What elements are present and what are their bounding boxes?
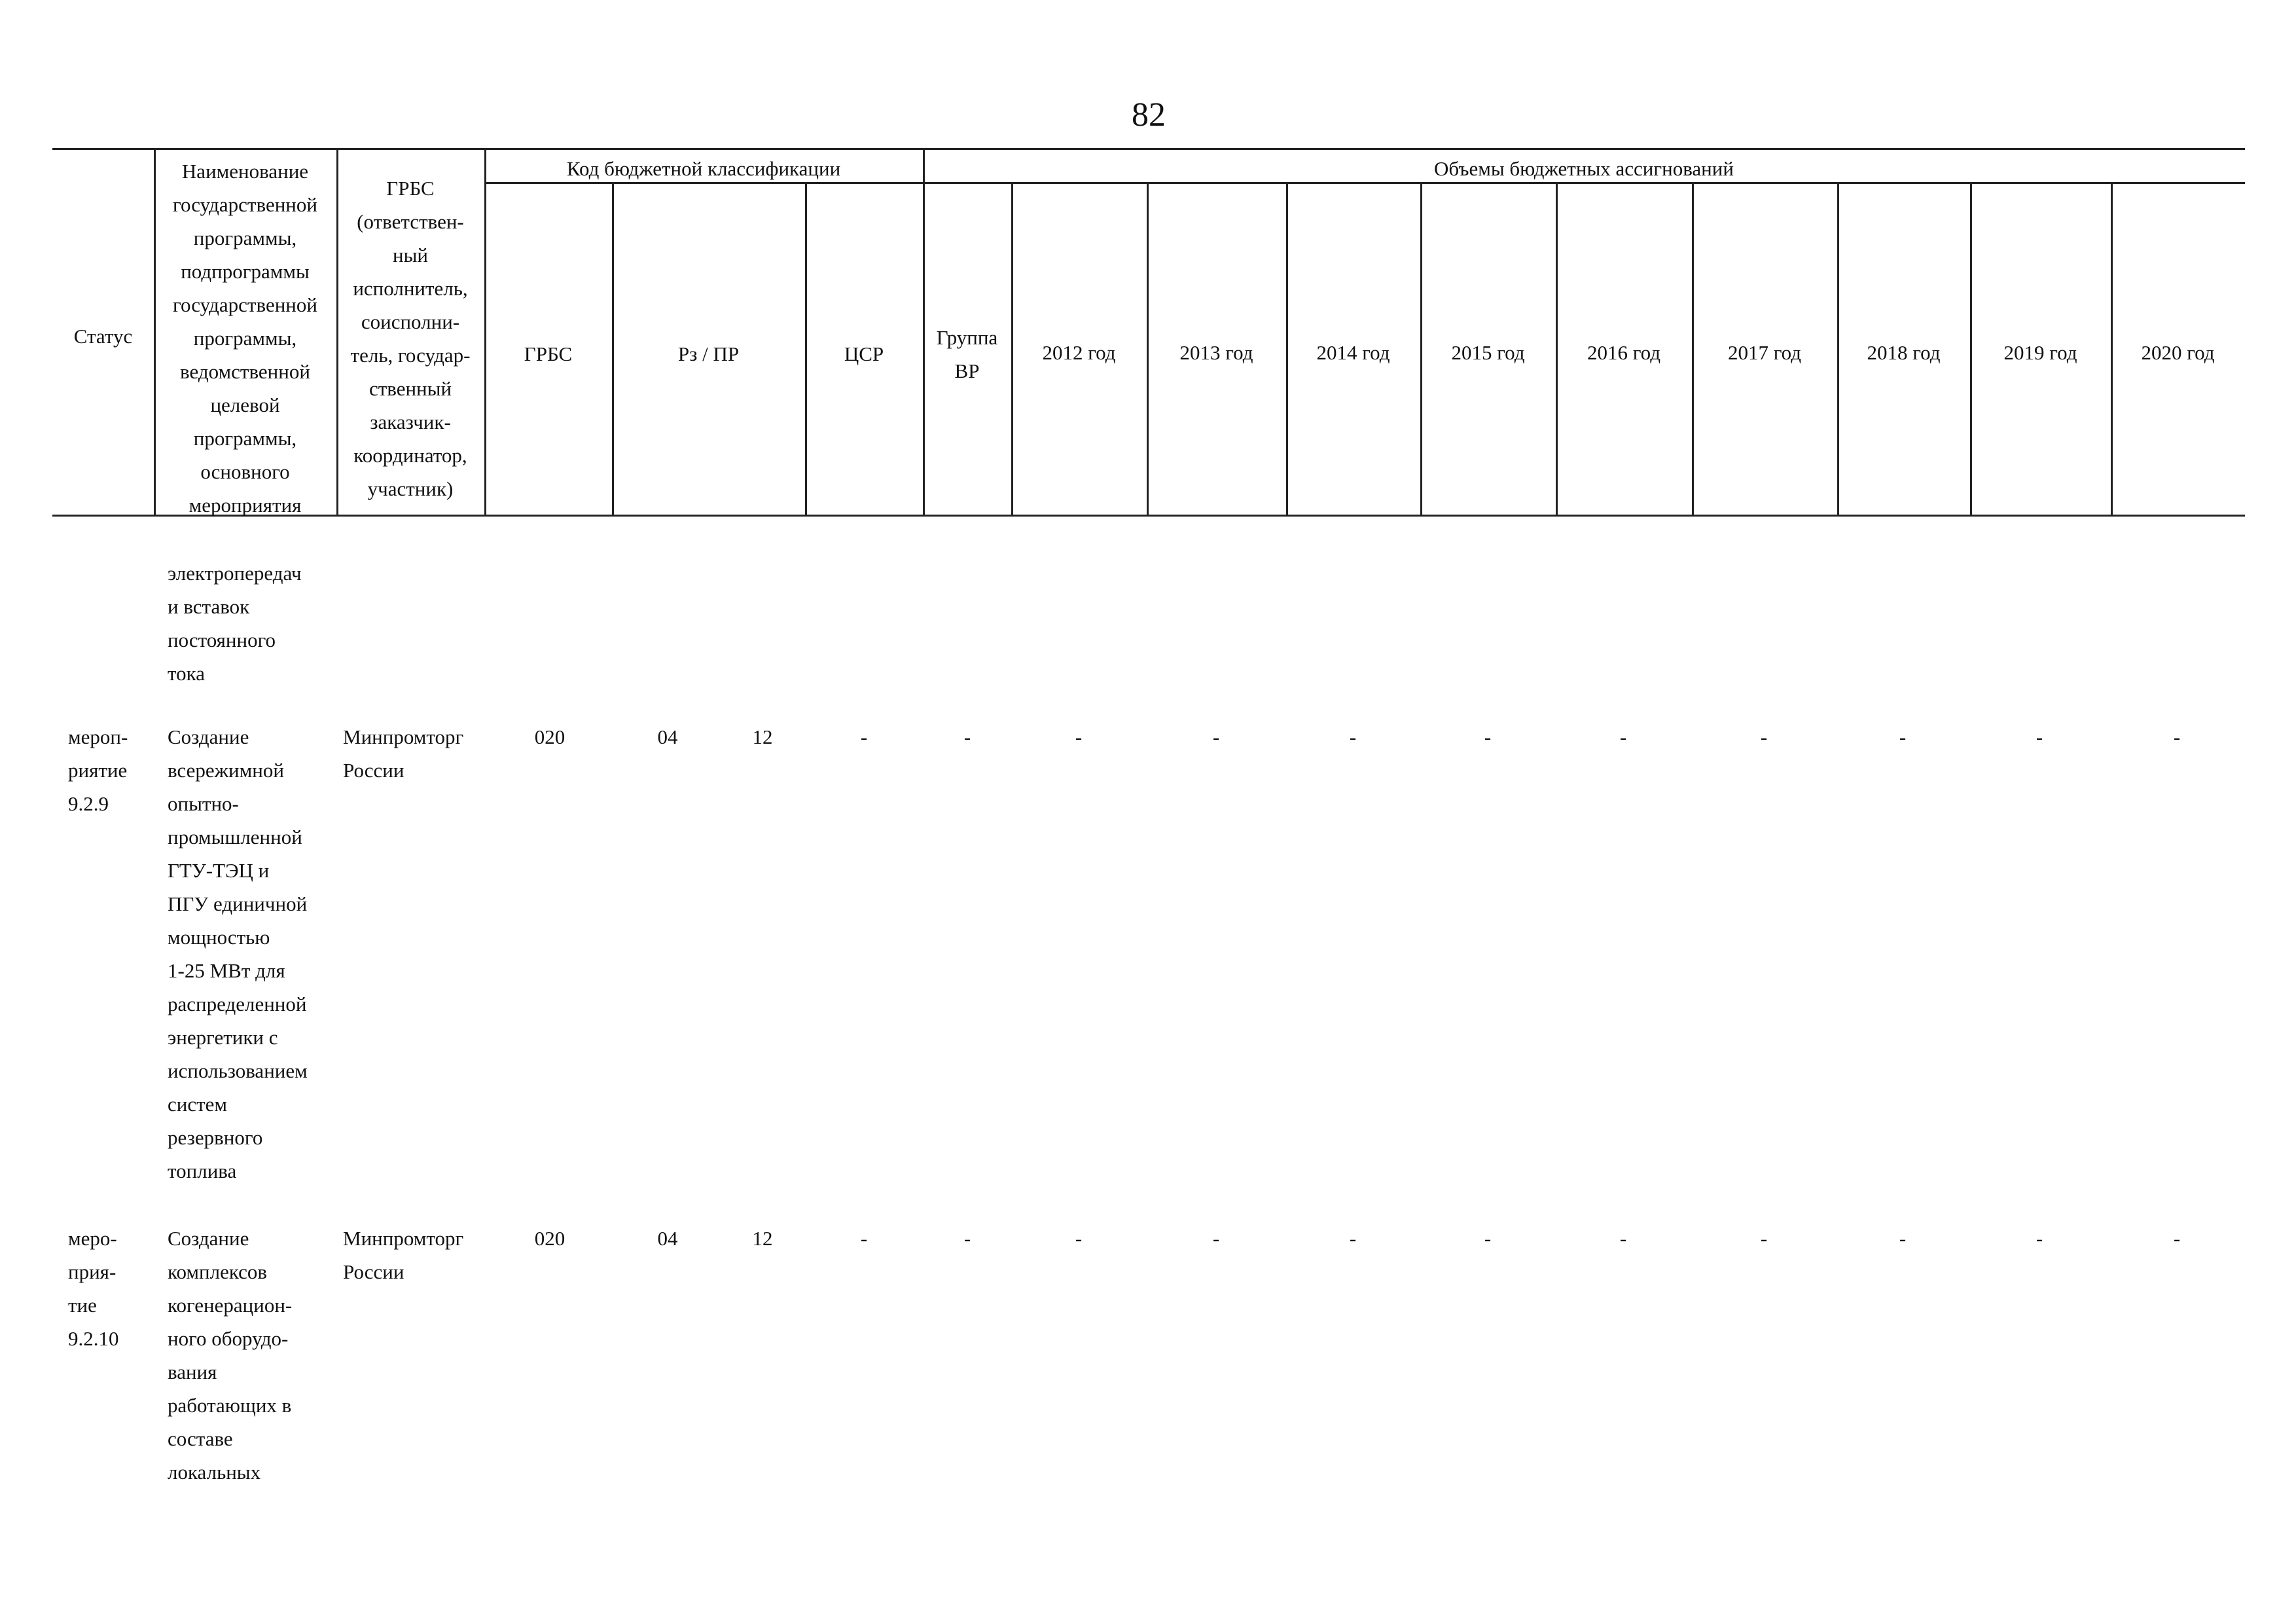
row-vr: - — [963, 1227, 971, 1250]
header-program-name: Наименование государственной программы, подпрограммы государственной программы, ведомственной целевой программы, основного мероприятия — [173, 160, 317, 517]
header-year-2017: 2017 год — [1727, 341, 1802, 364]
header-year-2019: 2019 год — [2003, 341, 2077, 364]
header-grbs-responsible: ГРБС (ответствен- ный исполнитель, соисполни- тель, государ- ственный заказчик- координатор, участник) — [350, 177, 471, 500]
row-csr: - — [860, 1227, 868, 1250]
header-year-2016: 2016 год — [1587, 341, 1661, 364]
row-value-2018: - — [1899, 1227, 1907, 1250]
row-value-2015: - — [1484, 725, 1492, 748]
header-csr: ЦСР — [844, 342, 884, 365]
row-value-2014: - — [1349, 725, 1357, 748]
row-grbs-responsible: Минпромторг России — [343, 725, 464, 782]
row-value-2017: - — [1760, 1227, 1768, 1250]
row-rz: 04 — [657, 725, 678, 748]
row-status: меро- прия- тие 9.2.10 — [68, 1227, 119, 1350]
row-value-2016: - — [1619, 725, 1627, 748]
header-vr: Группа ВР — [936, 326, 998, 382]
header-rz-pr: Рз / ПР — [677, 342, 740, 365]
row-name: Создание комплексов когенерацион- ного оборудо- вания работающих в составе локальных — [168, 1227, 293, 1484]
row-value-2019: - — [2036, 725, 2043, 748]
header-status: Статус — [73, 325, 133, 348]
row-vr: - — [963, 725, 971, 748]
row-grbs: 020 — [534, 725, 565, 748]
row-value-2018: - — [1899, 725, 1907, 748]
page-number: 82 — [1132, 96, 1166, 134]
header-year-2018: 2018 год — [1867, 341, 1941, 364]
row-value-2016: - — [1619, 1227, 1627, 1250]
row-value-2012: - — [1075, 725, 1083, 748]
header-allocations-group: Объемы бюджетных ассигнований — [1434, 157, 1734, 180]
header-year-2012: 2012 год — [1042, 341, 1116, 364]
row-value-2019: - — [2036, 1227, 2043, 1250]
header-year-2020: 2020 год — [2141, 341, 2215, 364]
row-grbs-responsible: Минпромторг России — [343, 1227, 464, 1283]
row-value-2012: - — [1075, 1227, 1083, 1250]
header-year-2014: 2014 год — [1316, 341, 1390, 364]
continuation-name: электропередач и вставок постоянного тока — [168, 562, 302, 685]
row-pr: 12 — [752, 1227, 773, 1250]
row-value-2013: - — [1212, 725, 1220, 748]
header-year-2015: 2015 год — [1451, 341, 1525, 364]
row-name: Создание всережимной опытно- промышленной ГТУ-ТЭЦ и ПГУ единичной мощностью 1-25 МВт для распределенной энергетики с использованием систем резервного топлива — [168, 725, 308, 1182]
row-value-2014: - — [1349, 1227, 1357, 1250]
row-value-2015: - — [1484, 1227, 1492, 1250]
row-value-2020: - — [2173, 725, 2181, 748]
row-value-2013: - — [1212, 1227, 1220, 1250]
row-value-2017: - — [1760, 725, 1768, 748]
header-kbk-group: Код бюджетной классификации — [566, 157, 841, 180]
row-value-2020: - — [2173, 1227, 2181, 1250]
header-year-2013: 2013 год — [1179, 341, 1253, 364]
row-grbs: 020 — [534, 1227, 565, 1250]
row-pr: 12 — [752, 725, 773, 748]
header-grbs: ГРБС — [524, 342, 573, 365]
row-status: мероп- риятие 9.2.9 — [68, 725, 128, 815]
row-csr: - — [860, 725, 868, 748]
row-rz: 04 — [657, 1227, 678, 1250]
